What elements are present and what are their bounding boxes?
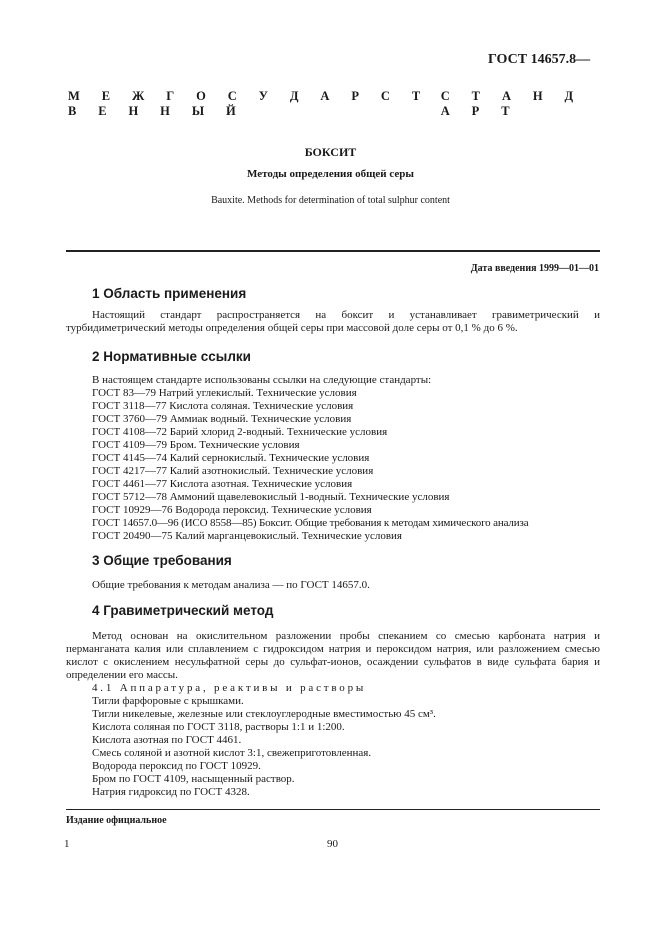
apparatus-item: Натрия гидроксид по ГОСТ 4328. (92, 786, 250, 798)
reference-item: ГОСТ 14657.0—96 (ИСО 8558—85) Боксит. Общие требования к методам химического анализа (92, 517, 529, 529)
interstate-standard-banner (68, 89, 598, 119)
reference-item: ГОСТ 3760—79 Аммиак водный. Технические условия (92, 413, 352, 425)
section-2-intro: В настоящем стандарте использованы ссылки на следующие стандарты: (92, 374, 432, 386)
document-title-english: Bauxite. Methods for determination of total sulphur content (211, 195, 450, 206)
apparatus-item: Водорода пероксид по ГОСТ 10929. (92, 760, 261, 772)
section-4-text: Метод основан на окислительном разложении пробы спеканием со смесью карбоната натрия и перманганата калия или сплавлением с гидроксидом натрия и пероксидом натрия, или разложением смесью кислот с окислением несульфатной серы до сульфат-ионов, осаждении сульфатов в виде сульфата бария и определении его массы. (66, 630, 600, 681)
header-divider (66, 250, 600, 252)
apparatus-item: Тигли никелевые, железные или стеклоуглеродные вместимостью 45 см³. (92, 708, 436, 720)
apparatus-item: Тигли фарфоровые с крышками. (92, 695, 244, 707)
reference-item: ГОСТ 4145—74 Калий сернокислый. Технические условия (92, 452, 370, 464)
reference-item: ГОСТ 20490—75 Калий марганцевокислый. Технические условия (92, 530, 402, 542)
reference-item: ГОСТ 4109—79 Бром. Технические условия (92, 439, 300, 451)
apparatus-item: Смесь соляной и азотной кислот 3:1, свежеприготовленная. (92, 747, 372, 759)
official-edition-label: Издание официальное (66, 815, 167, 826)
reference-item: ГОСТ 4108—72 Барий хлорид 2-водный. Технические условия (92, 426, 388, 438)
subsection-4-1-heading: 4.1 Аппаратура, реактивы и растворы (92, 682, 367, 694)
section-1-heading: 1 Область применения (92, 286, 247, 301)
document-subtitle: Методы определения общей серы (247, 168, 414, 180)
banner-word-standard: С Т А Н Д А Р Т (440, 89, 583, 118)
reference-item: ГОСТ 83—79 Натрий углекислый. Технические условия (92, 387, 357, 399)
banner-word-interstate: М Е Ж Г О С У Д А Р С Т В Е Н Н Ы Й (68, 89, 430, 118)
section-3-text: Общие требования к методам анализа — по ГОСТ 14657.0. (92, 579, 370, 591)
apparatus-item: Бром по ГОСТ 4109, насыщенный раствор. (92, 773, 295, 785)
reference-item: ГОСТ 4461—77 Кислота азотная. Технические условия (92, 478, 353, 490)
sheet-number: 1 (64, 838, 70, 850)
reference-item: ГОСТ 10929—76 Водорода пероксид. Технические условия (92, 504, 372, 516)
section-2-heading: 2 Нормативные ссылки (92, 349, 251, 364)
reference-item: ГОСТ 4217—77 Калий азотнокислый. Технические условия (92, 465, 374, 477)
section-1-text: Настоящий стандарт распространяется на боксит и устанавливает гравиметрический и турбидиметрический методы определения общей серы при массовой доле серы от 0,1 % до 6 %. (66, 309, 600, 334)
section-4-heading: 4 Гравиметрический метод (92, 603, 274, 618)
apparatus-item: Кислота азотная по ГОСТ 4461. (92, 734, 242, 746)
footer-divider (66, 809, 600, 810)
document-code: ГОСТ 14657.8— (488, 52, 591, 67)
introduction-date: Дата введения 1999—01—01 (470, 263, 599, 274)
section-3-heading: 3 Общие требования (92, 553, 232, 568)
document-title: БОКСИТ (304, 145, 357, 159)
apparatus-item: Кислота соляная по ГОСТ 3118, растворы 1:1 и 1:200. (92, 721, 345, 733)
page-number: 90 (327, 838, 338, 850)
reference-item: ГОСТ 5712—78 Аммоний щавелевокислый 1-водный. Технические условия (92, 491, 450, 503)
reference-item: ГОСТ 3118—77 Кислота соляная. Технические условия (92, 400, 354, 412)
